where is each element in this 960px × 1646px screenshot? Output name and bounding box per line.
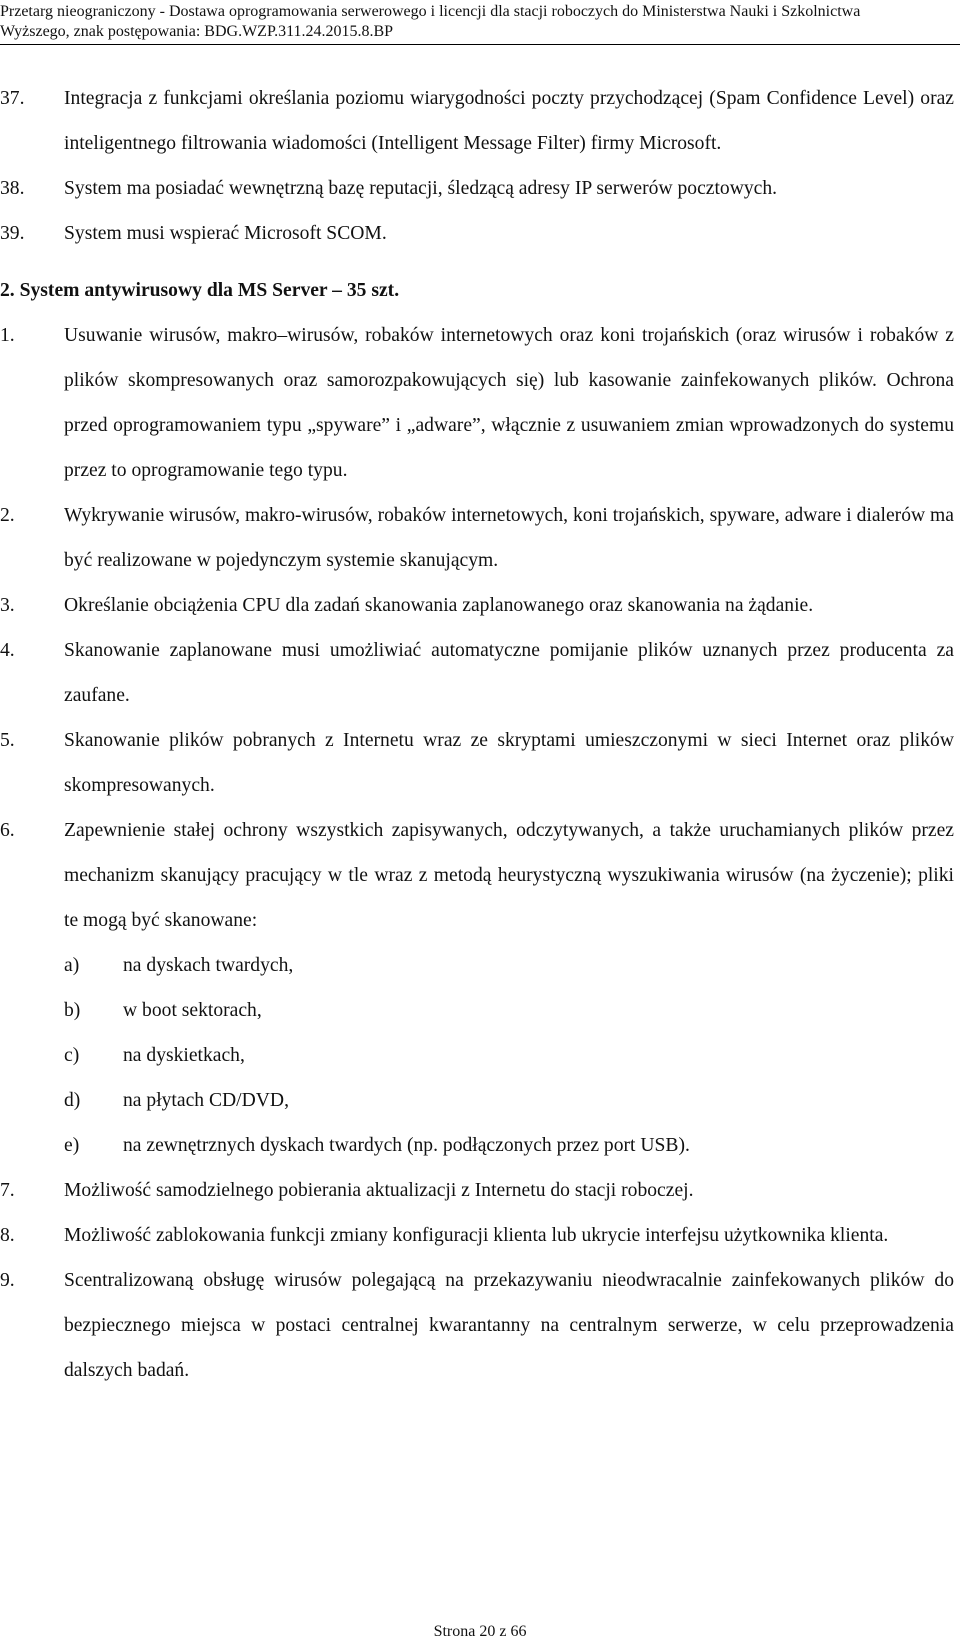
list-item-2 [0,493,960,583]
header-divider [0,44,960,45]
sub-item-e [0,1123,960,1168]
sub-item-d [0,1078,960,1123]
item-text: Określanie obciążenia CPU dla zadań skanowania zaplanowanego oraz skanowania na żądanie. [64,595,814,616]
sub-item-text: na dyskach twardych, [123,955,294,976]
item-text: Wykrywanie wirusów, makro-wirusów, robaków internetowych, koni trojańskich, spyware, adware i dialerów ma być realizowane w pojedynczym systemie skanującym. [64,505,954,571]
item-number: 9. [0,1270,15,1291]
item-number: 4. [0,640,15,661]
item-number: 38. [0,178,25,199]
sub-item-letter: e) [64,1135,80,1156]
item-text: Zapewnienie stałej ochrony wszystkich zapisywanych, odczytywanych, a także uruchamianych plików przez mechanizm skanujący pracujący w tle wraz z metodą heurystyczną wyszukiwania wirusów (na życzenie); pliki te mogą być skanowane: [64,820,954,931]
page-number: Strona 20 z 66 [433,1623,527,1640]
sub-item-a [0,943,960,988]
item-number: 3. [0,595,15,616]
item-number: 7. [0,1180,15,1201]
sub-item-text: na zewnętrznych dyskach twardych (np. podłączonych przez port USB). [123,1135,690,1156]
list-item-9 [0,1258,960,1393]
list-item-5 [0,718,960,808]
sub-item-text: w boot sektorach, [123,1000,262,1021]
item-text: Skanowanie plików pobranych z Internetu wraz ze skryptami umieszczonymi w sieci Internet oraz plików skompresowanych. [64,730,954,796]
item-text: Możliwość zablokowania funkcji zmiany konfiguracji klienta lub ukrycie interfejsu użytkownika klienta. [64,1225,889,1246]
item-text: Możliwość samodzielnego pobierania aktualizacji z Internetu do stacji roboczej. [64,1180,694,1201]
sub-item-letter: a) [64,955,80,976]
list-item-39 [0,211,960,256]
list-item-7 [0,1168,960,1213]
item-number: 37. [0,88,25,109]
item-text: Integracja z funkcjami określania poziomu wiarygodności poczty przychodzącej (Spam Confidence Level) oraz inteligentnego filtrowania wiadomości (Intelligent Message Filter) firmy Microsoft. [64,88,954,154]
list-item-37 [0,76,960,166]
item-text: System musi wspierać Microsoft SCOM. [64,223,387,244]
item-text: System ma posiadać wewnętrzną bazę reputacji, śledzącą adresy IP serwerów pocztowych. [64,178,778,199]
sub-item-letter: b) [64,1000,81,1021]
header-line-1: Przetarg nieograniczony - Dostawa oprogramowania serwerowego i licencji dla stacji roboczych do Ministerstwa Nauki i Szkolnictwa [0,3,861,20]
sub-item-letter: d) [64,1090,81,1111]
sub-item-text: na płytach CD/DVD, [123,1090,289,1111]
page-footer [0,1622,960,1642]
list-item-3 [0,583,960,628]
item-number: 39. [0,223,25,244]
item-number: 2. [0,505,15,526]
sub-item-c [0,1033,960,1078]
list-item-4 [0,628,960,718]
item-text: Usuwanie wirusów, makro–wirusów, robaków internetowych oraz koni trojańskich (oraz wirusów i robaków z plików skompresowanych oraz samorozpakowujących się) lub kasowanie zainfekowanych plików. Ochrona przed oprogramowaniem typu „spyware” i „adware”, włącznie z usuwaniem zmian wprowadzonych do systemu przez to oprogramowanie tego typu. [64,325,954,481]
list-item-38 [0,166,960,211]
sub-item-text: na dyskietkach, [123,1045,245,1066]
sub-item-letter: c) [64,1045,80,1066]
item-text: Skanowanie zaplanowane musi umożliwiać automatyczne pomijanie plików uznanych przez producenta za zaufane. [64,640,954,706]
list-item-1 [0,313,960,493]
item-number: 5. [0,730,15,751]
document-body [0,76,960,1393]
section-heading: 2. System antywirusowy dla MS Server – 35 szt. [0,280,400,301]
list-item-6 [0,808,960,943]
header-line-2: Wyższego, znak postępowania: BDG.WZP.311.24.2015.8.BP [0,22,394,40]
list-item-8 [0,1213,960,1258]
item-number: 6. [0,820,15,841]
page-header [0,0,960,41]
sub-item-b [0,988,960,1033]
item-number: 8. [0,1225,15,1246]
item-number: 1. [0,325,15,346]
item-text: Scentralizowaną obsługę wirusów polegającą na przekazywaniu nieodwracalnie zainfekowanych plików do bezpiecznego miejsca w postaci centralnej kwarantanny na centralnym serwerze, w celu przeprowadzenia dalszych badań. [64,1270,954,1381]
